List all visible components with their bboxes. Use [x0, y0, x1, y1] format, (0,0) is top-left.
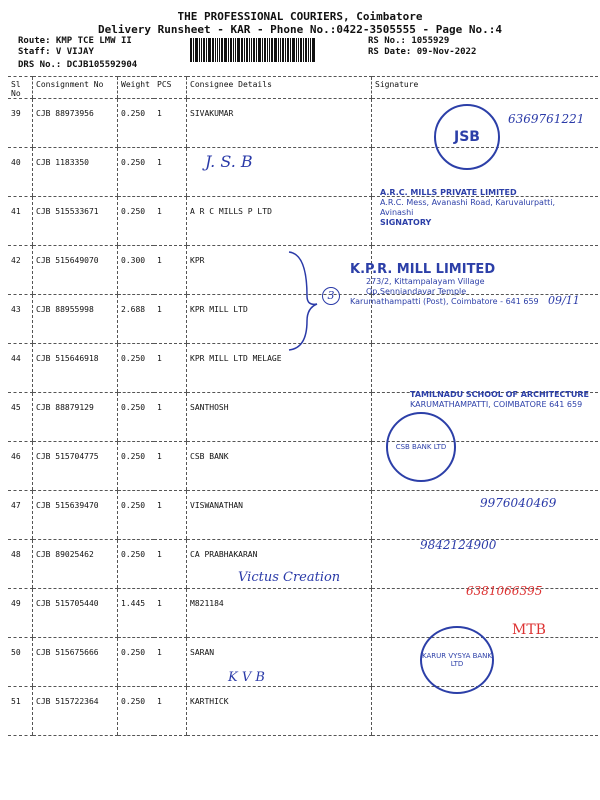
pcs-cell: 1	[154, 99, 187, 148]
kpr-name: K.P.R. MILL LIMITED	[350, 262, 496, 277]
consignee-cell: KARTHICK	[187, 687, 372, 736]
barcode-bar	[203, 38, 205, 62]
consignee-cell: CSB BANK	[187, 442, 372, 491]
company-name: THE PROFESSIONAL COURIERS, Coimbatore	[177, 10, 423, 23]
consignee-cell: VISWANATHAN	[187, 491, 372, 540]
barcode-bar	[292, 38, 295, 62]
weight-cell: 0.250	[118, 148, 155, 197]
barcode-bar	[215, 38, 216, 62]
weight-cell: 0.250	[118, 344, 155, 393]
consignment-cell: CJB 515649070	[33, 246, 118, 295]
phone-4: 6381066395	[466, 584, 543, 598]
barcode-bar	[233, 38, 234, 62]
consignee-cell: SANTHOSH	[187, 393, 372, 442]
consignment-cell: CJB 515533671	[33, 197, 118, 246]
arch-line1: TAMILNADU SCHOOL OF ARCHITECTURE	[410, 390, 589, 399]
consignment-cell: CJB 515722364	[33, 687, 118, 736]
consignment-cell: CJB 515704775	[33, 442, 118, 491]
staff: Staff: V VIJAY	[18, 47, 94, 57]
consignee-cell: SARAN	[187, 638, 372, 687]
barcode-bar	[308, 38, 309, 62]
weight-cell: 0.250	[118, 197, 155, 246]
rs-date: RS Date: 09-Nov-2022	[368, 47, 477, 57]
barcode-bar	[312, 38, 315, 62]
consignment-cell: CJB 1183350	[33, 148, 118, 197]
pcs-cell: 1	[154, 295, 187, 344]
pcs-cell: 1	[154, 197, 187, 246]
phone-1: 6369761221	[508, 112, 585, 126]
table-row	[8, 638, 598, 687]
kpr-stamp	[350, 262, 570, 307]
barcode-bar	[201, 38, 202, 62]
sl-cell: 39	[8, 99, 33, 148]
barcode-bar	[264, 38, 266, 62]
phone-2: 9976040469	[480, 496, 557, 510]
barcode-bar	[224, 38, 227, 62]
consignee-cell: KPR	[187, 246, 372, 295]
barcode-bar	[285, 38, 286, 62]
barcode-bar	[290, 38, 291, 62]
consignee-cell: M821184	[187, 589, 372, 638]
col-consignee: Consignee Details	[187, 77, 372, 99]
weight-cell: 0.250	[118, 687, 155, 736]
sl-cell: 50	[8, 638, 33, 687]
arch-line2: KARUMATHAMPATTI, COIMBATORE 641 659	[410, 400, 583, 409]
barcode-bar	[296, 38, 297, 62]
barcode-bar	[282, 38, 284, 62]
barcode-bar	[241, 38, 243, 62]
barcode-bar	[199, 38, 200, 62]
sl-cell: 42	[8, 246, 33, 295]
barcode-bar	[228, 38, 229, 62]
sl-cell: 46	[8, 442, 33, 491]
signature-cell	[372, 344, 599, 393]
sl-cell: 44	[8, 344, 33, 393]
barcode-bar	[258, 38, 261, 62]
arc-signatory: SIGNATORY	[380, 218, 432, 227]
barcode	[190, 38, 360, 62]
handwritten-date: 09/11	[548, 294, 580, 307]
col-pcs: PCS	[154, 77, 187, 99]
weight-cell: 1.445	[118, 589, 155, 638]
pcs-cell: 1	[154, 589, 187, 638]
barcode-bar	[193, 38, 194, 62]
col-weight: Weight	[118, 77, 155, 99]
barcode-bar	[280, 38, 281, 62]
weight-cell: 0.250	[118, 491, 155, 540]
arc-address: A.R.C. Mess, Avanashi Road, Karuvalurpatti, Avinashi	[380, 198, 555, 217]
barcode-bar	[237, 38, 240, 62]
sl-cell: 43	[8, 295, 33, 344]
weight-cell: 0.250	[118, 442, 155, 491]
consignee-cell: A R C MILLS P LTD	[187, 197, 372, 246]
barcode-bar	[303, 38, 304, 62]
handwritten-mtb: MTB	[512, 622, 546, 638]
route-info	[18, 36, 132, 58]
handwritten-jsb: J. S. B	[205, 152, 253, 171]
barcode-bar	[221, 38, 223, 62]
bracket-mark	[285, 246, 325, 356]
sl-cell: 49	[8, 589, 33, 638]
handwritten-victus: Victus Creation	[238, 570, 341, 585]
csb-stamp: CSB BANK LTD	[386, 412, 456, 482]
consignment-cell: CJB 515639470	[33, 491, 118, 540]
kvb-stamp: KARUR VYSYA BANK LTD	[420, 626, 494, 694]
consignee-cell: KPR MILL LTD MELAGE	[187, 344, 372, 393]
sl-cell: 47	[8, 491, 33, 540]
barcode-bar	[206, 38, 207, 62]
arc-name: A.R.C. MILLS PRIVATE LIMITED	[380, 188, 517, 197]
consignment-cell: CJB 515646918	[33, 344, 118, 393]
rs-info	[368, 36, 476, 58]
runsheet-title: Delivery Runsheet - KAR - Phone No.:0422-3505555 - Page No.:4	[98, 23, 502, 36]
consignee-cell: SIVAKUMAR	[187, 99, 372, 148]
col-signature: Signature	[372, 77, 599, 99]
sl-cell: 51	[8, 687, 33, 736]
barcode-bar	[195, 38, 198, 62]
barcode-bar	[212, 38, 214, 62]
table-header	[8, 77, 598, 99]
consignment-cell: CJB 515705440	[33, 589, 118, 638]
pcs-cell: 1	[154, 638, 187, 687]
barcode-bar	[305, 38, 307, 62]
barcode-bar	[298, 38, 299, 62]
pcs-cell: 1	[154, 246, 187, 295]
kpr-line3: Karumathampatti (Post), Coimbatore - 641 659	[350, 297, 539, 306]
barcode-bar	[219, 38, 220, 62]
table-row	[8, 687, 598, 736]
pcs-cell: 1	[154, 344, 187, 393]
sl-cell: 45	[8, 393, 33, 442]
architecture-stamp	[410, 390, 590, 410]
weight-cell: 0.250	[118, 638, 155, 687]
weight-cell: 2.688	[118, 295, 155, 344]
barcode-bar	[253, 38, 255, 62]
weight-cell: 0.250	[118, 393, 155, 442]
consignment-cell: CJB 88879129	[33, 393, 118, 442]
weight-cell: 0.250	[118, 99, 155, 148]
route: Route: KMP TCE LMW II	[18, 36, 132, 46]
barcode-bar	[271, 38, 273, 62]
barcode-bar	[287, 38, 289, 62]
consignment-cell: CJB 88973956	[33, 99, 118, 148]
weight-cell: 0.250	[118, 540, 155, 589]
barcode-bar	[274, 38, 277, 62]
table-row	[8, 442, 598, 491]
barcode-bar	[267, 38, 268, 62]
rs-number: RS No.: 1055929	[368, 36, 450, 46]
consignment-cell: CJB 89025462	[33, 540, 118, 589]
pcs-cell: 1	[154, 148, 187, 197]
barcode-bar	[244, 38, 245, 62]
col-sl: Sl No	[8, 77, 33, 99]
consignee-cell: CA PRABHAKARAN	[187, 540, 372, 589]
sl-cell: 41	[8, 197, 33, 246]
arc-stamp	[380, 188, 590, 228]
barcode-bar	[262, 38, 263, 62]
drs-number: DRS No.: DCJB105592904	[18, 60, 138, 70]
pcs-cell: 1	[154, 442, 187, 491]
col-consignment: Consignment No	[33, 77, 118, 99]
pcs-cell: 1	[154, 687, 187, 736]
pcs-cell: 1	[154, 393, 187, 442]
weight-cell: 0.300	[118, 246, 155, 295]
consignment-cell: CJB 515675666	[33, 638, 118, 687]
phone-3: 9842124900	[420, 538, 497, 552]
barcode-bar	[235, 38, 236, 62]
barcode-bar	[269, 38, 270, 62]
pcs-cell: 1	[154, 491, 187, 540]
sl-cell: 48	[8, 540, 33, 589]
consignment-cell: CJB 88955998	[33, 295, 118, 344]
barcode-bar	[310, 38, 311, 62]
barcode-bar	[256, 38, 257, 62]
barcode-bar	[278, 38, 279, 62]
barcode-bar	[251, 38, 252, 62]
kpr-line1: 273/2, Kittampalayam Village	[366, 277, 485, 286]
handwritten-kvb: K V B	[228, 670, 265, 685]
barcode-bar	[190, 38, 192, 62]
handwritten-count: 3	[322, 287, 340, 305]
barcode-bar	[217, 38, 218, 62]
barcode-bar	[246, 38, 248, 62]
consignee-cell: KPR MILL LTD	[187, 295, 372, 344]
barcode-bar	[300, 38, 302, 62]
barcode-bar	[208, 38, 211, 62]
sl-cell: 40	[8, 148, 33, 197]
pcs-cell: 1	[154, 540, 187, 589]
signature-cell	[372, 687, 599, 736]
barcode-bar	[249, 38, 250, 62]
kpr-line2: Op.Senniandavar Temple	[366, 287, 467, 296]
barcode-bar	[230, 38, 232, 62]
jsb-stamp: JSB	[434, 104, 500, 170]
